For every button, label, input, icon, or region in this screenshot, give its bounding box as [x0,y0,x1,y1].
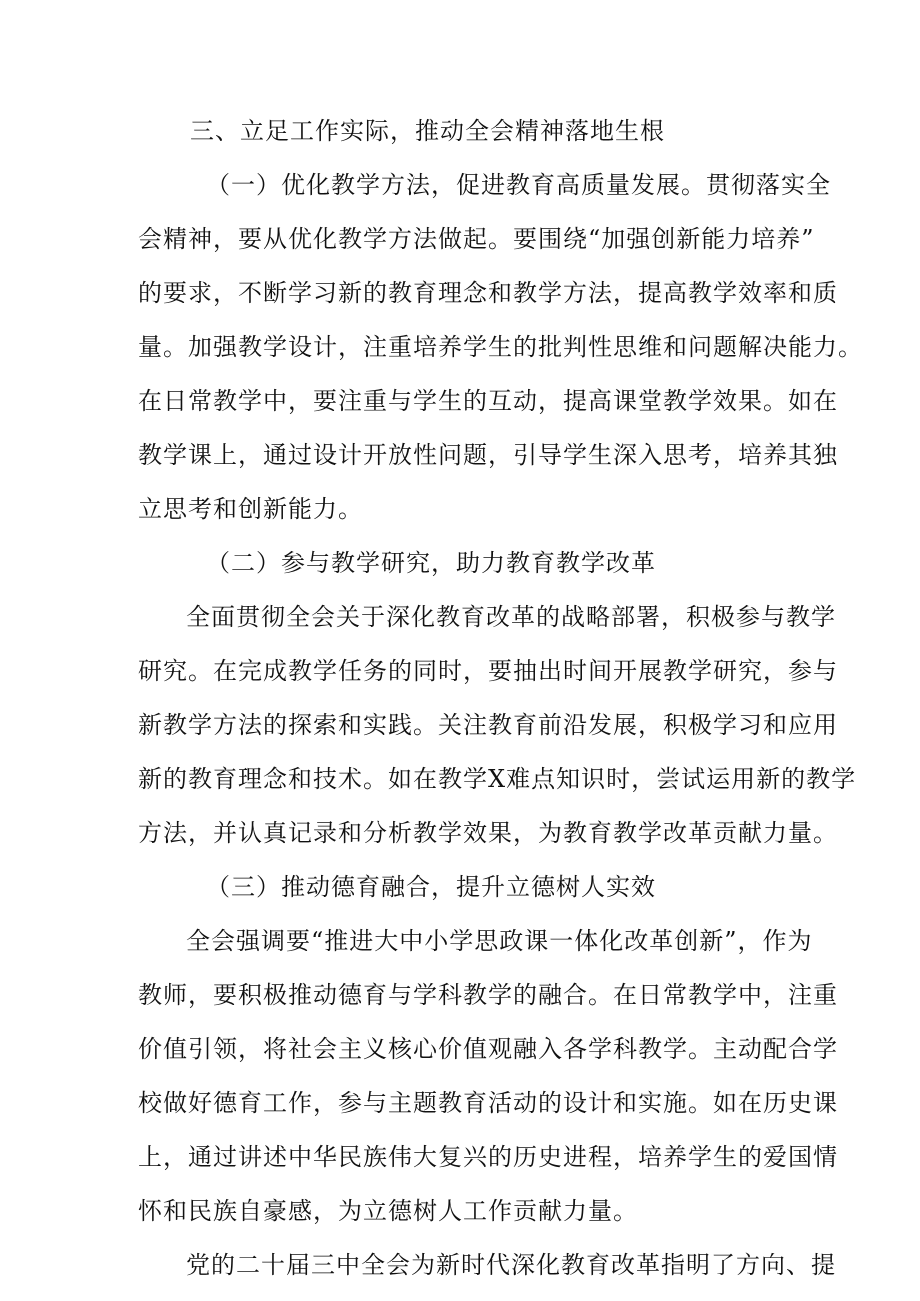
paragraph-line: 方法，并认真记录和分析教学效果，为教育教学改革贡献力量。 [138,819,838,847]
paragraph-line: 的要求，不断学习新的教育理念和教学方法，提高教学效率和质 [138,279,838,307]
paragraph-line: 新教学方法的探索和实践。关注教育前沿发展，积极学习和应用 [138,711,838,739]
paragraph-line: 全面贯彻全会关于深化教育改革的战略部署，积极参与教学 [186,603,836,631]
paragraph-2 [138,590,857,860]
paragraph-line: 党的二十届三中全会为新时代深化教育改革指明了方向、提 [186,1251,836,1279]
paragraph-line: 立思考和创新能力。 [138,495,363,523]
paragraph-line: 校做好德育工作，参与主题教育活动的设计和实施。如在历史课 [138,1089,838,1117]
paragraph-line: 会精神，要从优化教学方法做起。要围绕“加强创新能力培养” [138,225,815,253]
section-heading: 三、立足工作实际，推动全会精神落地生根 [190,117,665,145]
paragraph-4 [138,1238,836,1292]
paragraph-1 [138,158,863,536]
paragraph-line: 在日常教学中，要注重与学生的互动，提高课堂教学效果。如在 [138,387,838,415]
paragraph-line: 教师，要积极推动德育与学科教学的融合。在日常教学中，注重 [138,981,838,1009]
paragraph-line: 全会强调要“推进大中小学思政课一体化改革创新”，作为 [186,927,813,955]
paragraph-line: 教学课上，通过设计开放性问题，引导学生深入思考，培养其独 [138,441,838,469]
paragraph-line: （一）优化教学方法，促进教育高质量发展。贯彻落实全 [206,171,831,199]
subsection-heading-2: （二）参与教学研究，助力教育教学改革 [206,549,656,577]
paragraph-3 [138,914,838,1238]
paragraph-line: 怀和民族自豪感，为立德树人工作贡献力量。 [138,1197,638,1225]
subsection-heading-3: （三）推动德育融合，提升立德树人实效 [206,873,656,901]
document-page [138,104,863,1292]
paragraph-line: 价值引领，将社会主义核心价值观融入各学科教学。主动配合学 [138,1035,838,1063]
paragraph-line: 上，通过讲述中华民族伟大复兴的历史进程，培养学生的爱国情 [138,1143,838,1171]
paragraph-line: 新的教育理念和技术。如在教学X难点知识时，尝试运用新的教学 [138,765,857,793]
paragraph-line: 研究。在完成教学任务的同时，要抽出时间开展教学研究，参与 [138,657,838,685]
paragraph-line: 量。加强教学设计，注重培养学生的批判性思维和问题解决能力。 [138,333,863,361]
